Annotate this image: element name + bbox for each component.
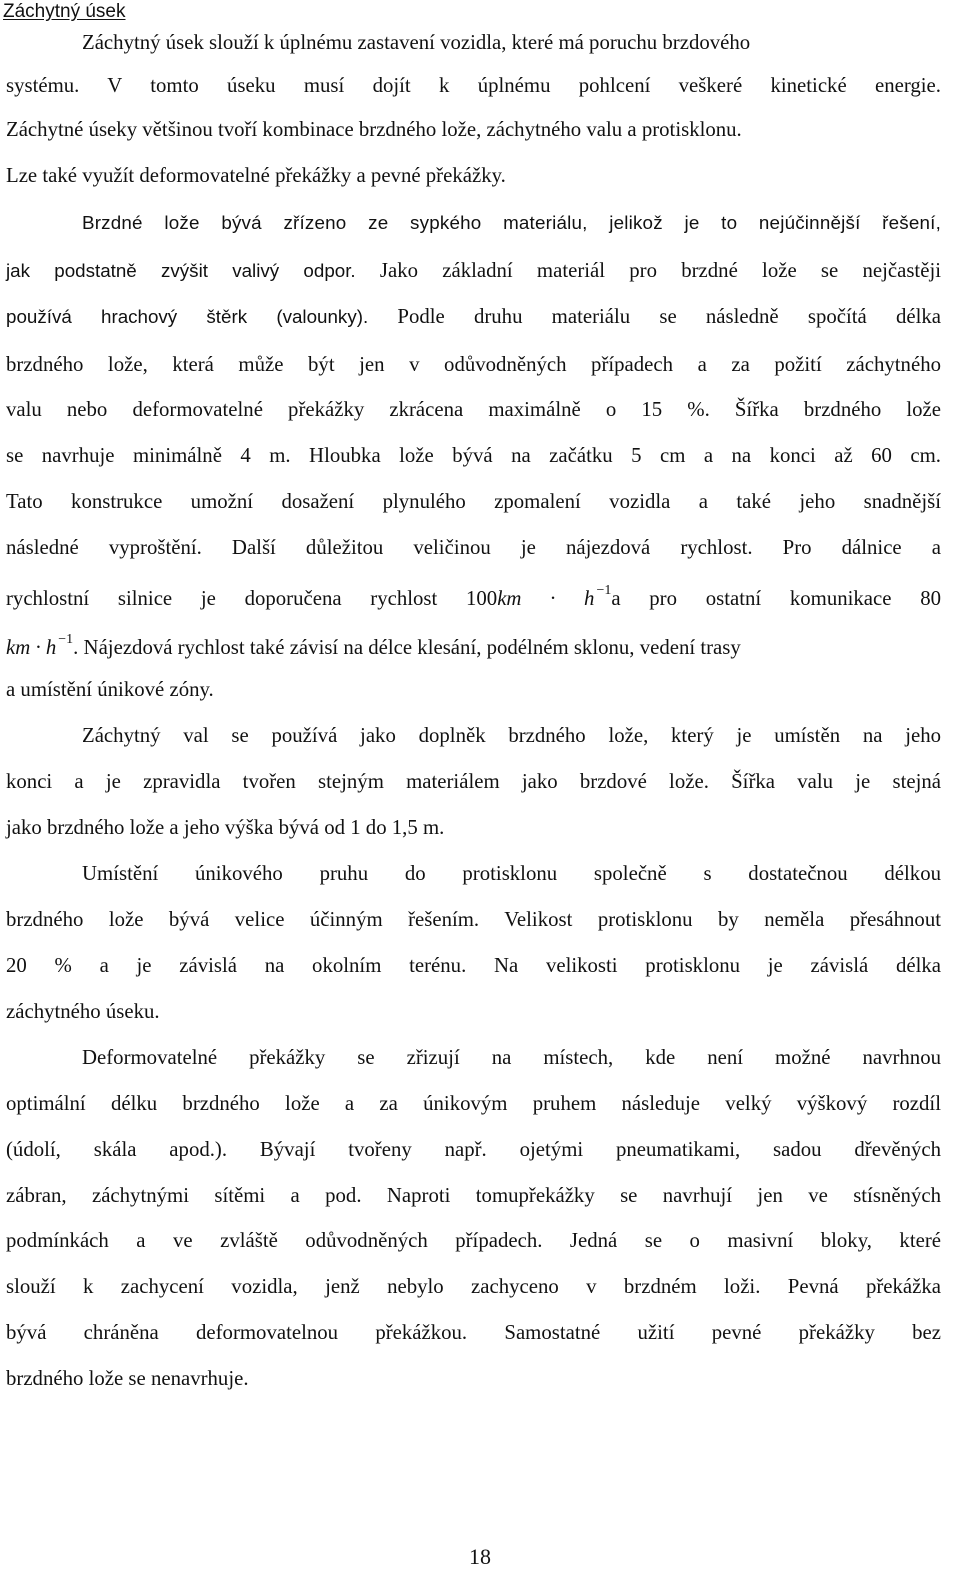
text-line: rychlostní silnice je doporučena rychlost 100km · h $^{-1}$a pro ostatní komunikace 80	[6, 583, 941, 610]
text-line: jak podstatně zvýšit valivý odpor. Jako základní materiál pro brzdné lože se nejčastěji	[6, 259, 941, 282]
text-line: zábran, záchytnými sítěmi a pod. Naproti tomupřekážky se navrhují jen ve stísněných	[6, 1184, 941, 1207]
text-line: používá hrachový štěrk (valounky). Podle druhu materiálu se následně spočítá délka	[6, 305, 941, 328]
text-line: podmínkách a ve zvláště odůvodněných případech. Jedná se o masivní bloky, které	[6, 1229, 941, 1252]
text-line: Umístění únikového pruhu do protisklonu společně s dostatečnou délkou	[82, 862, 941, 885]
text-line: Brzdné lože bývá zřízeno ze sypkého materiálu, jelikož je to nejúčinnější řešení,	[82, 212, 941, 233]
text-line: a umístění únikové zóny.	[6, 678, 214, 701]
text-line: Záchytný úsek slouží k úplnému zastavení vozidla, které má poruchu brzdového	[82, 31, 751, 54]
text-line: následné vyproštění. Další důležitou veličinou je nájezdová rychlost. Pro dálnice a	[6, 536, 941, 559]
text-line: Záchytný val se používá jako doplněk brzdného lože, který je umístěn na jeho	[82, 724, 941, 747]
text-line: (údolí, skála apod.). Bývají tvořeny např. ojetými pneumatikami, sadou dřevěných	[6, 1138, 941, 1161]
speed-unit: km · h $^{-1}$	[497, 583, 612, 610]
text-line: valu nebo deformovatelné překážky zkrácena maximálně o 15 %. Šířka brzdného lože	[6, 398, 941, 421]
text-line: optimální délku brzdného lože a za únikovým pruhem následuje velký výškový rozdíl	[6, 1092, 941, 1115]
text-line: 20 % a je závislá na okolním terénu. Na velikosti protisklonu je závislá délka	[6, 954, 941, 977]
text-line: systému. V tomto úseku musí dojít k úplnému pohlcení veškeré kinetické energie.	[6, 74, 941, 97]
text-line: brzdného lože se nenavrhuje.	[6, 1367, 249, 1390]
text-line: konci a je zpravidla tvořen stejným materiálem jako brzdové lože. Šířka valu je stejná	[6, 770, 941, 793]
text-line: Záchytné úseky většinou tvoří kombinace brzdného lože, záchytného valu a protisklonu.	[6, 118, 742, 141]
text-line: bývá chráněna deformovatelnou překážkou. Samostatné užití pevné překážky bez	[6, 1321, 941, 1344]
text-line: brzdného lože, která může být jen v odůvodněných případech a za požití záchytného	[6, 353, 941, 376]
text-line: slouží k zachycení vozidla, jenž nebylo zachyceno v brzdném loži. Pevná překážka	[6, 1275, 941, 1298]
text-line: Deformovatelné překážky se zřizují na místech, kde není možné navrhnou	[82, 1046, 941, 1069]
text-line: záchytného úseku.	[6, 1000, 160, 1023]
page-number: 18	[469, 1544, 491, 1569]
text-line: brzdného lože bývá velice účinným řešením. Velikost protisklonu by neměla přesáhnout	[6, 908, 941, 931]
section-heading: Záchytný úsek	[3, 1, 126, 22]
text-line: Lze také využít deformovatelné překážky a pevné překážky.	[6, 164, 506, 187]
text-line: se navrhuje minimálně 4 m. Hloubka lože bývá na začátku 5 cm a na konci až 60 cm.	[6, 444, 941, 467]
text-line: Tato konstrukce umožní dosažení plynulého zpomalení vozidla a také jeho snadnější	[6, 490, 941, 513]
text-line: jako brzdného lože a jeho výška bývá od 1 do 1,5 m.	[6, 816, 445, 839]
text-line: km · h $^{-1}$. Nájezdová rychlost také závisí na délce klesání, podélném sklonu, vedení trasy	[6, 632, 741, 659]
speed-unit: km · h $^{-1}$	[6, 632, 74, 659]
